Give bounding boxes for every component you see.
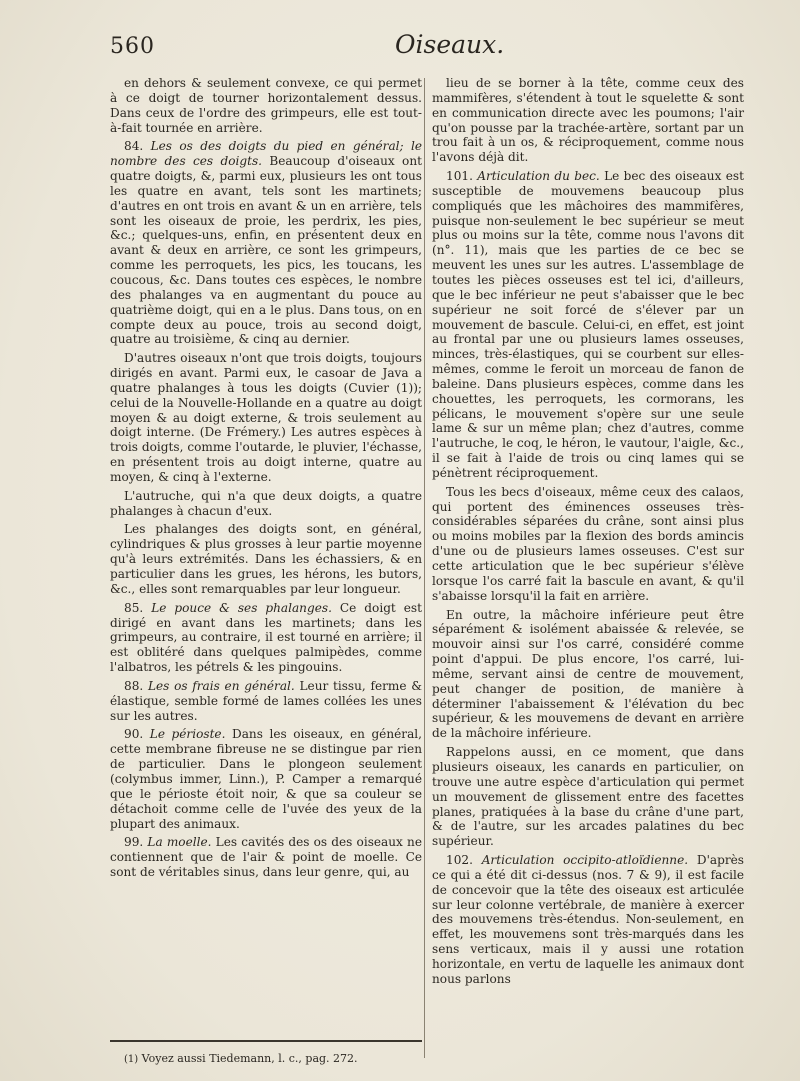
paragraph <box>110 727 422 831</box>
section-number: 102. <box>446 853 473 868</box>
running-title: Oiseaux. <box>395 30 505 59</box>
section-number: 84. <box>124 139 144 154</box>
paragraph-text: Tous les becs d'oiseaux, même ceux des calaos, qui portent des éminences osseuses très-considérables séparées du crâne, sont ainsi plus ou moins mobiles par la flexion des bords amincis d'une ou de plusieurs lames osseuses. C'est sur cette articulation que le bec supérieur s'élève lorsque l'os carré fait la bascule en avant, & qu'il s'abaisse lorsqu'il la fait en arrière. <box>432 484 744 603</box>
paragraph-text: Les phalanges des doigts sont, en général, cylindriques & plus grosses à leur partie moyenne qu'à leurs extrémités. Dans les échassiers, & en particulier dans les grues, les hérons, les butors, &c., elles sont remarquables par leur longueur. <box>110 522 422 596</box>
paragraph-text: Ce doigt est dirigé en avant dans les martinets; dans les grimpeurs, au contraire, il est tourné en arrière; il est oblitéré dans quelques palmipèdes, comme l'albatros, les pétrels & les pingouins. <box>110 600 422 675</box>
paragraph <box>110 835 422 880</box>
paragraph-text: D'après ce qui a été dit ci-dessus (nos. 7 & 9), il est facile de concevoir que la tête des oiseaux est articulée sur leur colonne vertébrale, de manière à exercer des mouvemens très-étendus. Non-seulement, en effet, les mouvemens sont très-marqués dans les sens verticaux, mais il y aussi une rotation horizontale, en vertu de laquelle les animaux dont nous parlons <box>432 853 744 986</box>
paragraph-text: Dans les oiseaux, en général, cette membrane fibreuse ne se distingue par rien de particulier. Dans le plongeon seulement (colymbus immer, Linn.), P. Camper a remarqué que le périoste étoit noir, & que sa couleur se détachoit comme celle de l'uvée des yeux de la plupart des animaux. <box>110 727 422 831</box>
footnote-text: Voyez aussi Tiedemann, l. c., pag. 272. <box>141 1052 358 1065</box>
paragraph <box>432 485 744 604</box>
section-heading: Le pouce & ses phalanges. <box>151 600 332 615</box>
paragraph-text: Leur tissu, ferme & élastique, semble formé de lames collées les unes sur les autres. <box>110 678 422 723</box>
paragraph-text: En outre, la mâchoire inférieure peut être séparément & isolément abaissée & relevée, se mouvoir ainsi sur l'os carré, considéré comme point d'appui. De plus encore, l'os carré, lui-même, servant ainsi de centre de mouvement, peut changer de position, de manière à déterminer l'abaissement & l'élévation du bec supérieur, & les mouvemens de devant en arrière de la mâchoire inférieure. <box>432 607 744 741</box>
section-number: 90. <box>124 727 144 742</box>
left-column <box>110 76 422 880</box>
paragraph <box>110 522 422 596</box>
footnote-rule <box>110 1040 422 1042</box>
section-heading: Articulation occipito-atloïdienne. <box>481 853 689 868</box>
paragraph-text: Rappelons aussi, en ce moment, que dans plusieurs oiseaux, les canards en particulier, on trouve une autre espèce d'articulation qui permet un mouvement de glissement entre des facettes planes, pratiquées à la base du crâne d'une part, & de l'autre, sur les arcades palatines du bec supérieur. <box>432 745 744 849</box>
paragraph-text: Les cavités des os des oiseaux ne contiennent que de l'air & point de moelle. Ce sont de véritables sinus, dans leur genre, qui, au <box>110 835 422 880</box>
paragraph-text: Beaucoup d'oiseaux ont quatre doigts, &, parmi eux, plusieurs les ont tous les quatre en avant, tels sont les martinets; d'autres en ont trois en avant & un en arrière, tels sont les oiseaux de proie, les perdrix, les pies, &c.; quelques-uns, enfin, en présentent deux en avant & deux en arrière, ce sont les grimpeurs, comme les perroquets, les pics, les toucans, les coucous, &c. Dans toutes ces espèces, le nombre des phalanges va en augmentant du pouce au quatrième doigt, qui en a le plus. Dans tous, on en compte deux au pouce, trois au second doigt, quatre au troisième, & cinq au dernier. <box>110 154 422 347</box>
section-heading: Les os frais en général. <box>147 678 295 693</box>
section-number: 99. <box>124 835 144 850</box>
paragraph <box>432 745 744 849</box>
paragraph <box>110 489 422 519</box>
paragraph-text: Le bec des oiseaux est susceptible de mouvemens beaucoup plus compliqués que les mâchoires des mammifères, puisque non-seulement le bec supérieur se meut plus ou moins sur la tête, comme nous l'avons dit (n°. 11), mais que les parties de ce bec se meuvent les unes sur les autres. L'assemblage de toutes les pièces osseuses est tel ici, d'ailleurs, que le bec inférieur ne peut s'abaisser que le bec supérieur ne soit forcé de s'élever par un mouvement de bascule. Celui-ci, en effet, est joint au frontal par une ou plusieurs lames osseuses, minces, très-élastiques, qui se courbent sur elles-mêmes, comme le feroit un morceau de fanon de baleine. Dans plusieurs espèces, comme dans les chouettes, les perroquets, les cormorans, les pélicans, le mouvement s'opère sur une seule lame & sur un même plan; chez d'autres, comme l'autruche, le coq, le héron, le vautour, l'aigle, &c., il se fait à l'aide de trois ou cinq lames qui se pénètrent réciproquement. <box>432 169 744 480</box>
paragraph <box>432 169 744 481</box>
footnote <box>110 1052 422 1065</box>
paragraph <box>110 139 422 347</box>
page-number: 560 <box>110 34 155 59</box>
paragraph <box>432 76 744 165</box>
paragraph-text: D'autres oiseaux n'ont que trois doigts, toujours dirigés en avant. Parmi eux, le casoar de Java a quatre phalanges à tous les doigts (Cuvier (1)); celui de la Nouvelle-Hollande en a quatre au doigt moyen & au doigt externe, & trois seulement au doigt interne. (De Frémery.) Les autres espèces à trois doigts, comme l'outarde, le pluvier, l'échasse, en présentent trois au doigt interne, quatre au moyen, & cinq à l'externe. <box>110 351 422 484</box>
paragraph <box>432 853 744 987</box>
column-divider <box>424 78 425 1058</box>
page-header <box>110 28 750 68</box>
section-number: 88. <box>124 678 144 693</box>
section-heading: Les os des doigts du pied en général; le nombre des ces doigts. <box>110 139 422 169</box>
paragraph-text: L'autruche, qui n'a que deux doigts, a quatre phalanges à chacun d'eux. <box>110 488 422 518</box>
paragraph <box>110 601 422 675</box>
right-column <box>432 76 744 987</box>
paragraph-text: en dehors & seulement convexe, ce qui permet à ce doigt de tourner horizontalement dessus. Dans ceux de l'ordre des grimpeurs, elle est tout-à-fait tournée en arrière. <box>110 76 422 135</box>
paragraph <box>110 679 422 724</box>
section-heading: La moelle. <box>147 835 212 850</box>
footnote-mark: (1) <box>124 1054 139 1065</box>
section-number: 101. <box>446 169 473 184</box>
section-heading: Le périoste. <box>149 727 226 742</box>
paragraph-text: lieu de se borner à la tête, comme ceux des mammifères, s'étendent à tout le squelette & sont en communication directe avec les poumons; l'air qu'on pousse par la trachée-artère, sortant par un trou fait à un os, & réciproquement, comme nous l'avons déjà dit. <box>432 76 744 165</box>
paragraph <box>110 351 422 485</box>
paragraph <box>110 76 422 135</box>
paragraph <box>432 608 744 742</box>
section-number: 85. <box>124 600 144 615</box>
section-heading: Articulation du bec. <box>477 169 600 184</box>
